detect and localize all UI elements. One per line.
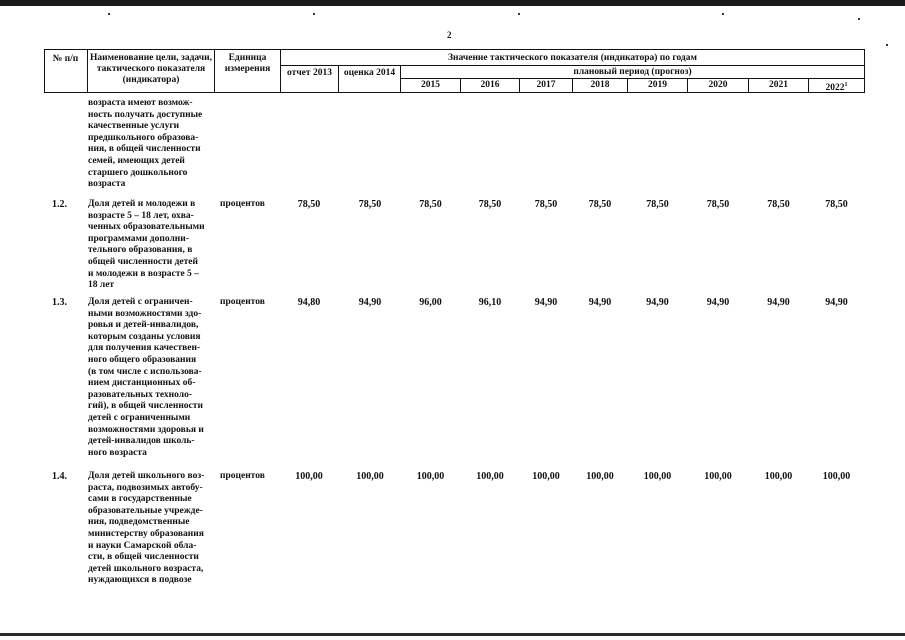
scan-bottom-edge: [0, 633, 905, 636]
row-unit: процентов: [220, 297, 265, 307]
scan-speck: [886, 44, 888, 46]
header-year: 2021: [769, 80, 788, 90]
value-2020: 100,00: [704, 471, 732, 482]
value-2022: 100,00: [822, 471, 851, 482]
header-unit: Единица измерения: [224, 53, 271, 74]
row-continuation-name: возраста имеют возмож- ность получать доступные качественные услуги предшкольного образова- ния, в общей численности семей, имеющих детей старшего дошкольного возраста: [88, 98, 203, 190]
value-2022: 94,90: [825, 297, 848, 308]
value-2015: 78,50: [419, 199, 442, 210]
scan-speck: [858, 18, 860, 20]
header-num: № п/п: [52, 54, 79, 64]
value-2018: 78,50: [588, 199, 612, 210]
value-2021: 78,50: [767, 199, 790, 210]
header-year: 2020: [708, 80, 728, 90]
value-2015: 100,00: [416, 471, 445, 482]
value-2020: 78,50: [706, 199, 730, 210]
page-number: 2: [447, 30, 452, 40]
row-number: 1.3.: [52, 297, 67, 308]
value-2016: 96,10: [478, 297, 502, 308]
value-2018: 100,00: [586, 471, 614, 482]
value-2018: 94,90: [588, 297, 612, 308]
header-year: 2015: [421, 80, 440, 90]
header-year: 2017: [536, 80, 556, 90]
scan-speck: [313, 13, 315, 15]
value-2019: 100,00: [643, 471, 672, 482]
scan-speck: [722, 13, 724, 15]
value-2020: 94,90: [706, 297, 730, 308]
value-2014: 100,00: [356, 471, 384, 482]
row-name: Доля детей с ограничен- ными возможностями здо- ровья и детей-инвалидов, которым созданы условия для получения качествен- ного общего образования (в том числе с использова- нием дистанционных об- разовательных техноло- гий), в общей численности детей с ограниченными возможностями здоровья и детей-инвалидов школь- ного возраста: [88, 297, 204, 458]
value-2017: 78,50: [534, 199, 558, 210]
row-number: 1.4.: [52, 471, 67, 482]
header-year-last: [809, 80, 864, 94]
value-2016: 100,00: [476, 471, 504, 482]
header-year: 2018: [590, 80, 610, 90]
value-2021: 100,00: [764, 471, 793, 482]
header-estimate-2014: оценка 2014: [343, 68, 396, 78]
value-2013: 94,80: [297, 297, 321, 308]
header-plan-period: плановый период (прогноз): [573, 67, 692, 77]
value-2021: 94,90: [767, 297, 790, 308]
row-unit: процентов: [220, 199, 265, 209]
value-2013: 78,50: [297, 199, 321, 210]
value-2016: 78,50: [478, 199, 502, 210]
header-name: Наименование цели, задачи, тактического показателя (индикатора): [90, 53, 212, 85]
value-2022: 78,50: [825, 199, 848, 210]
scan-top-edge: [0, 0, 905, 6]
header-year: 2019: [648, 80, 667, 90]
row-name: Доля детей и молодежи в возрасте 5 – 18 лет, охва- ченных образовательными программами дополни- тельного образования, в общей численности детей и молодежи в возрасте 5 – 18 лет: [88, 199, 205, 291]
value-2013: 100,00: [295, 471, 323, 482]
value-2019: 94,90: [646, 297, 669, 308]
value-2017: 100,00: [532, 471, 560, 482]
year-label: 2022: [825, 83, 845, 94]
value-2019: 78,50: [646, 199, 669, 210]
footnote-mark: 1: [844, 82, 848, 88]
row-unit: процентов: [220, 471, 265, 481]
value-2014: 78,50: [358, 199, 382, 210]
scan-speck: [518, 13, 520, 15]
header-values: Значение тактического показателя (индикатора) по годам: [448, 53, 697, 63]
row-name: Доля детей школьного воз- раста, подвозимых автобу- сами в государственные образовательные учрежде- ния, подведомственные министерству образования и науки Самарской обла- сти, в общей численности детей школьного возраста, нуждающихся в подвозе: [88, 471, 205, 586]
header-report-2013: отчет 2013: [287, 68, 332, 78]
row-number: 1.2.: [52, 199, 67, 210]
value-2014: 94,90: [358, 297, 382, 308]
value-2017: 94,90: [534, 297, 558, 308]
scan-speck: [108, 13, 110, 15]
value-2015: 96,00: [419, 297, 442, 308]
header-year: 2016: [480, 80, 500, 90]
